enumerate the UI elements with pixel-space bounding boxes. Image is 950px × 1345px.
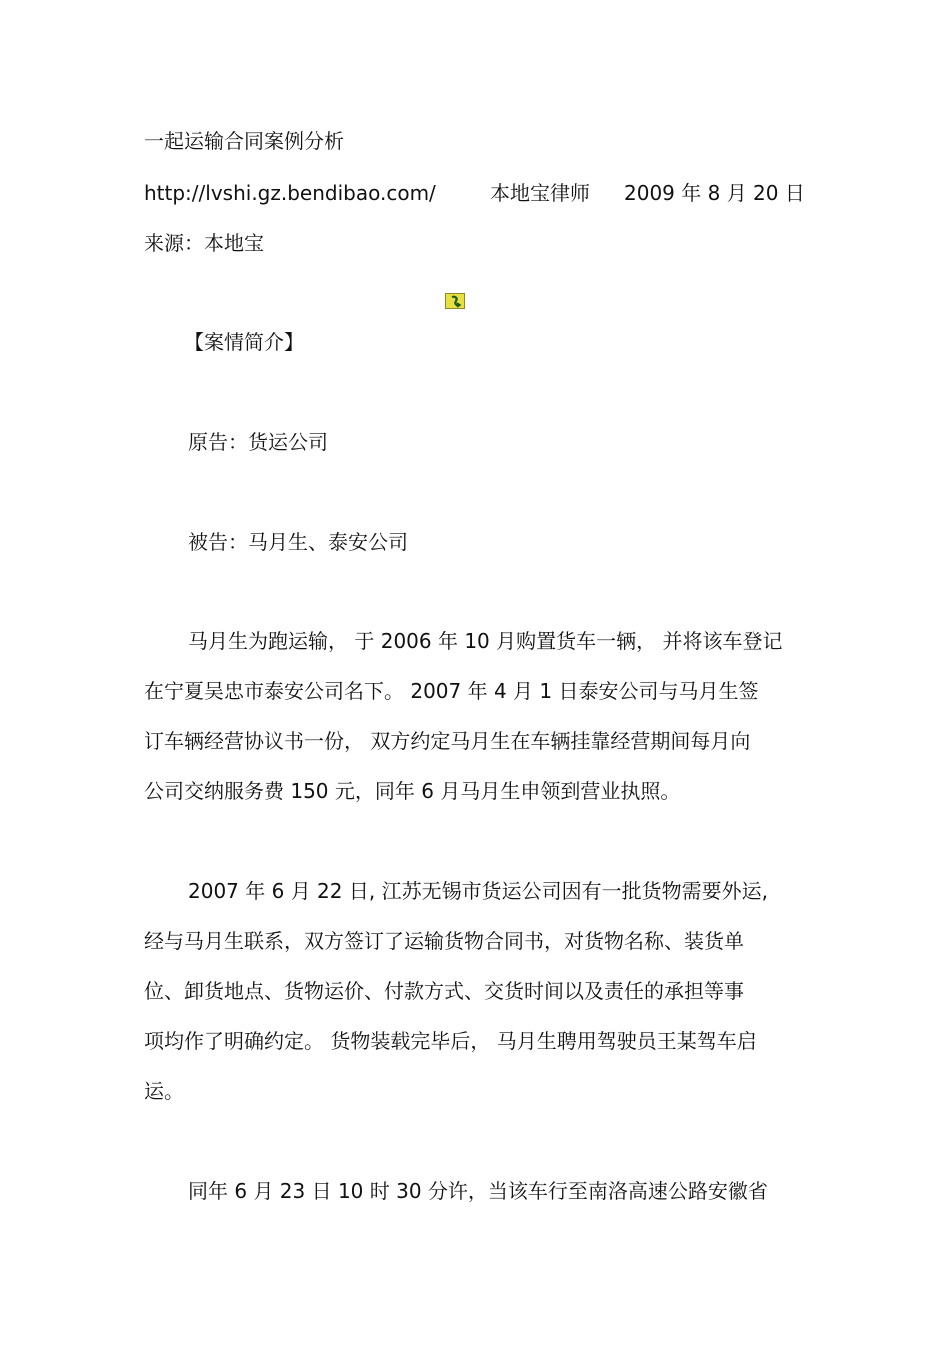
paragraph-line: 2007 年 6 月 22 日, 江苏无锡市货运公司因有一批货物需要外运, (188, 879, 768, 903)
meta-line (0, 180, 950, 206)
paragraph-line: 在宁夏吴忠市泰安公司名下。 2007 年 4 月 1 日泰安公司与马月生签 (144, 679, 759, 703)
document-title: 一起运输合同案例分析 (144, 129, 344, 153)
paragraph-line: 项均作了明确约定。 货物装载完毕后， 马月生聘用驾驶员王某驾车启 (144, 1029, 757, 1053)
author: 本地宝律师 (490, 181, 590, 205)
paragraph-line: 公司交纳服务费 150 元，同年 6 月马月生申领到营业执照。 (144, 779, 681, 803)
plaintiff-line: 原告：货运公司 (188, 430, 328, 454)
paragraph-line: 经与马月生联系，双方签订了运输货物合同书，对货物名称、装货单 (144, 929, 744, 953)
paragraph-line: 运。 (144, 1079, 184, 1103)
source-label: 来源：本地宝 (144, 231, 264, 255)
paragraph-line: 位、卸货地点、货物运价、付款方式、交货时间以及责任的承担等事 (144, 979, 744, 1003)
link-arrow-icon[interactable] (445, 293, 465, 309)
paragraph-line: 同年 6 月 23 日 10 时 30 分许，当该车行至南洛高速公路安徽省 (188, 1179, 768, 1203)
defendant-line: 被告：马月生、泰安公司 (188, 530, 408, 554)
paragraph-line: 订车辆经营协议书一份， 双方约定马月生在车辆挂靠经营期间每月向 (144, 729, 751, 753)
source-url-link[interactable]: http://lvshi.gz.bendibao.com/ (144, 181, 436, 205)
publish-date: 2009 年 8 月 20 日 (624, 181, 805, 205)
paragraph-line: 马月生为跑运输， 于 2006 年 10 月购置货车一辆， 并将该车登记 (188, 629, 783, 653)
section-heading: 【案情简介】 (184, 330, 304, 354)
